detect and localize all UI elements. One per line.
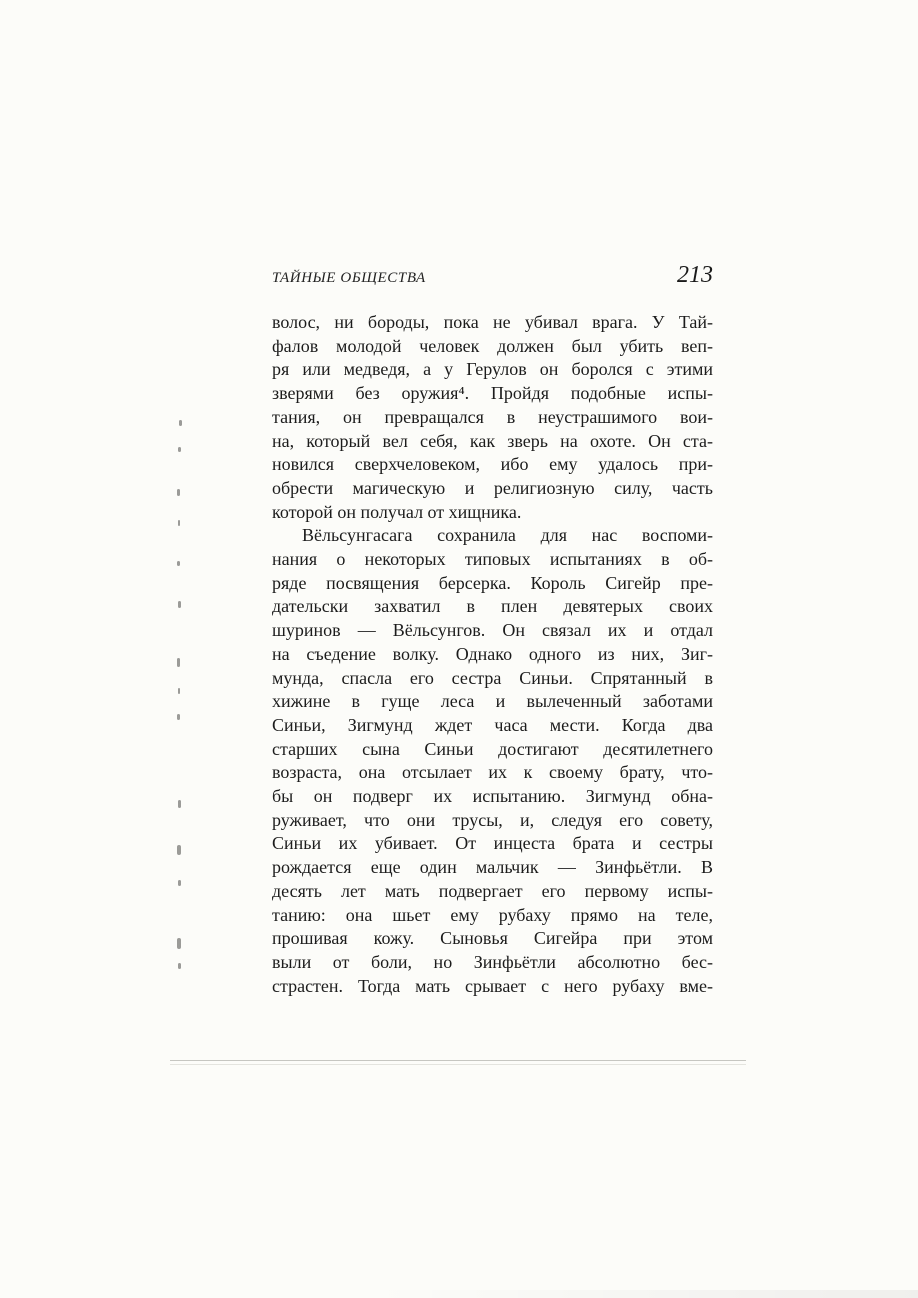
scan-artifact-mark (178, 447, 181, 452)
body-text-block (272, 311, 713, 998)
scan-artifact-mark (177, 561, 180, 566)
text-line: хижине в гуще леса и вылеченный заботами (272, 691, 713, 712)
text-line: мунда, спасла его сестра Синьи. Спрятанный в (272, 667, 713, 688)
text-line: бы он подверг их испытанию. Зигмунд обна- (272, 786, 713, 807)
text-line: которой он получал от хищника. (272, 501, 522, 522)
text-line: танию: она шьет ему рубаху прямо на теле, (272, 904, 713, 925)
text-line: Синьи, Зигмунд ждет часа мести. Когда два (272, 714, 713, 735)
text-line: Вёльсунгасага сохранила для нас воспоми- (302, 525, 713, 546)
text-line: обрести магическую и религиозную силу, часть (272, 477, 713, 498)
page-header (272, 262, 713, 289)
text-line: выли от боли, но Зинфьётли абсолютно бес- (272, 951, 713, 972)
text-line: тания, он превращался в неустрашимого вои- (272, 406, 713, 427)
scan-artifact-mark (177, 658, 180, 667)
scan-artifact-mark (177, 714, 180, 720)
text-line: дательски захватил в плен девятерых своих (272, 596, 713, 617)
scan-artifact-mark (177, 845, 181, 855)
scan-artifact-mark (177, 489, 180, 496)
text-line: волос, ни бороды, пока не убивал врага. У Тай- (272, 312, 713, 332)
text-line: зверями без оружия⁴. Пройдя подобные испы- (272, 383, 713, 404)
text-line: фалов молодой человек должен был убить веп- (272, 335, 713, 356)
text-line: на съедение волку. Однако одного из них, Зиг- (272, 643, 713, 664)
text-line: новился сверхчеловеком, ибо ему удалось при- (272, 454, 713, 475)
text-line: нания о некоторых типовых испытаниях в об- (272, 549, 713, 570)
text-line: шуринов — Вёльсунгов. Он связал их и отдал (272, 620, 713, 641)
text-line: Синьи их убивает. От инцеста брата и сестры (272, 833, 713, 854)
text-line: на, который вел себя, как зверь на охоте. Он ста- (272, 430, 713, 451)
running-title: ТАЙНЫЕ ОБЩЕСТВА (272, 270, 426, 286)
footer-divider-shadow (170, 1064, 746, 1065)
scan-artifact-mark (178, 520, 180, 526)
scan-artifact-mark (178, 601, 181, 608)
scan-artifact-mark (178, 880, 181, 886)
text-line: возраста, она отсылает их к своему брату, что- (272, 762, 713, 783)
text-line: ряде посвящения берсерка. Король Сигейр пре- (272, 572, 713, 593)
text-line: руживает, что они трусы, и, следуя его совету, (272, 809, 713, 830)
text-line: прошивая кожу. Сыновья Сигейра при этом (272, 928, 713, 949)
footer-divider-line (170, 1060, 746, 1061)
scan-artifact-mark (178, 688, 180, 694)
text-line: ря или медведя, а у Герулов он боролся с этими (272, 359, 713, 380)
scan-artifact-mark (179, 420, 182, 426)
text-line: старших сына Синьи достигают десятилетнего (272, 738, 713, 759)
scan-artifact-mark (178, 963, 181, 969)
scan-artifact-mark (178, 800, 181, 808)
text-line: страстен. Тогда мать срывает с него рубаху вме- (272, 975, 713, 996)
page-number: 213 (677, 262, 713, 288)
text-line: десять лет мать подвергает его первому испы- (272, 880, 713, 901)
text-line: рождается еще один мальчик — Зинфьётли. В (272, 857, 713, 878)
scan-artifact-mark (177, 938, 181, 949)
